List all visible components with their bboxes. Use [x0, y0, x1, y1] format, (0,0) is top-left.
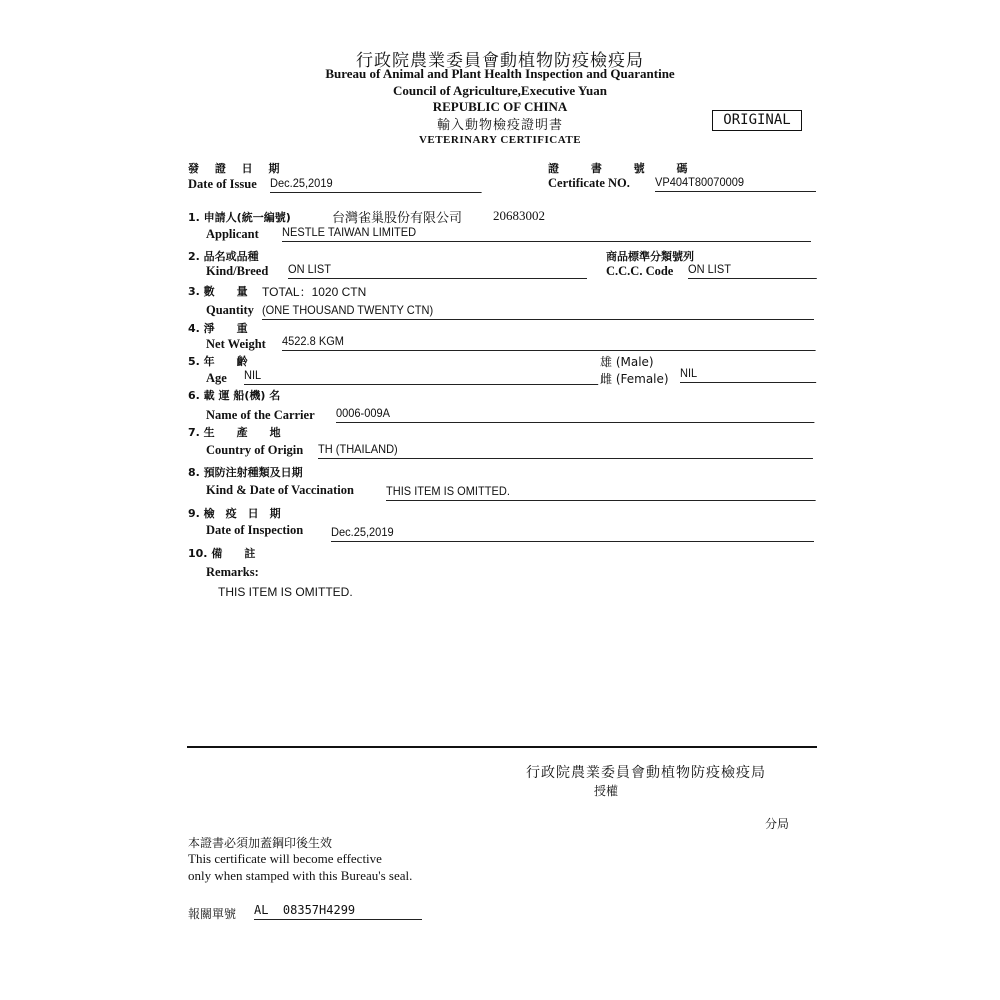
bureau-name-zh: 行政院農業委員會動植物防疫檢疫局 [356, 51, 644, 71]
ccc-label-zh: 商品標準分類號列 [606, 250, 694, 263]
applicant-label: Applicant [206, 227, 259, 241]
origin-value: TH (THAILAND) [318, 440, 813, 459]
certificate-no-label-zh: 證 書 號 碼 [548, 162, 702, 175]
applicant-label-zh: 1. 申請人(統一編號) [188, 211, 291, 224]
footer-divider [187, 746, 817, 748]
branch-label-zh: 分局 [765, 817, 790, 831]
male-label: 雄 (Male) [600, 355, 654, 369]
certificate-title-zh: 輸入動物檢疫證明書 [436, 118, 563, 133]
validity-note-line-2: only when stamped with this Bureau's seal. [188, 868, 413, 883]
applicant-id: 20683002 [493, 208, 545, 223]
vaccination-value: THIS ITEM IS OMITTED. [386, 482, 816, 501]
applicant-value: NESTLE TAIWAN LIMITED [282, 223, 811, 242]
age-label: Age [206, 371, 227, 385]
inspection-value: Dec.25,2019 [331, 523, 814, 542]
certificate-no-label: Certificate NO. [548, 176, 630, 190]
age-label-zh: 5. 年 齡 [188, 355, 248, 368]
authorized-label-zh: 授權 [594, 784, 619, 798]
certificate-no-value: VP404T80070009 [655, 173, 816, 192]
quantity-label-zh: 3. 數 量 [188, 285, 248, 298]
remarks-label-zh: 10. 備 註 [188, 547, 256, 560]
female-label: 雌 (Female) [600, 372, 669, 386]
remarks-label: Remarks: [206, 565, 259, 579]
carrier-label: Name of the Carrier [206, 408, 315, 422]
kind-value: ON LIST [288, 260, 587, 279]
ccc-value: ON LIST [688, 260, 817, 279]
sex-value: NIL [680, 364, 816, 383]
quantity-total: TOTAL：1020 CTN [262, 285, 367, 299]
net-weight-value: 4522.8 KGM [282, 332, 816, 351]
validity-note-zh: 本證書必須加蓋鋼印後生效 [188, 836, 333, 850]
authority-name-zh: 行政院農業委員會動植物防疫檢疫局 [526, 765, 766, 781]
kind-label-zh: 2. 品名或品種 [188, 250, 259, 263]
inspection-label: Date of Inspection [206, 523, 304, 537]
net-weight-label-zh: 4. 淨 重 [188, 322, 248, 335]
carrier-label-zh: 6. 載 運 船(機) 名 [188, 389, 281, 402]
date-of-issue-label: Date of Issue [188, 177, 257, 191]
council-name: Council of Agriculture,Executive Yuan [392, 83, 608, 98]
age-value: NIL [244, 366, 598, 385]
original-stamp: ORIGINAL [712, 110, 802, 131]
quantity-value: (ONE THOUSAND TWENTY CTN) [262, 301, 814, 320]
origin-label-zh: 7. 生 產 地 [188, 426, 281, 439]
bureau-name-en: Bureau of Animal and Plant Health Inspection and Quarantine [325, 66, 675, 81]
carrier-value: 0006-009A [336, 404, 814, 423]
vaccination-label: Kind & Date of Vaccination [206, 483, 354, 497]
kind-label: Kind/Breed [206, 264, 269, 278]
applicant-value-zh: 台灣雀巢股份有限公司 [332, 211, 463, 226]
origin-label: Country of Origin [206, 443, 304, 457]
remarks-value: THIS ITEM IS OMITTED. [218, 585, 353, 599]
ccc-label: C.C.C. Code [606, 264, 674, 278]
vaccination-label-zh: 8. 預防注射種類及日期 [188, 466, 303, 479]
inspection-label-zh: 9. 檢 疫 日 期 [188, 507, 281, 520]
country-name: REPUBLIC OF CHINA [432, 99, 568, 114]
net-weight-label: Net Weight [206, 337, 266, 351]
validity-note-line-1: This certificate will become effective [188, 851, 382, 866]
certificate-title-en: VETERINARY CERTIFICATE [418, 134, 582, 146]
customs-declaration-number: AL 08357H4299 [254, 902, 422, 920]
date-of-issue-value: Dec.25,2019 [270, 174, 482, 193]
date-of-issue-label-zh: 發 證 日 期 [188, 162, 286, 175]
quantity-label: Quantity [206, 303, 254, 317]
customs-declaration-label-zh: 報關單號 [188, 907, 237, 921]
